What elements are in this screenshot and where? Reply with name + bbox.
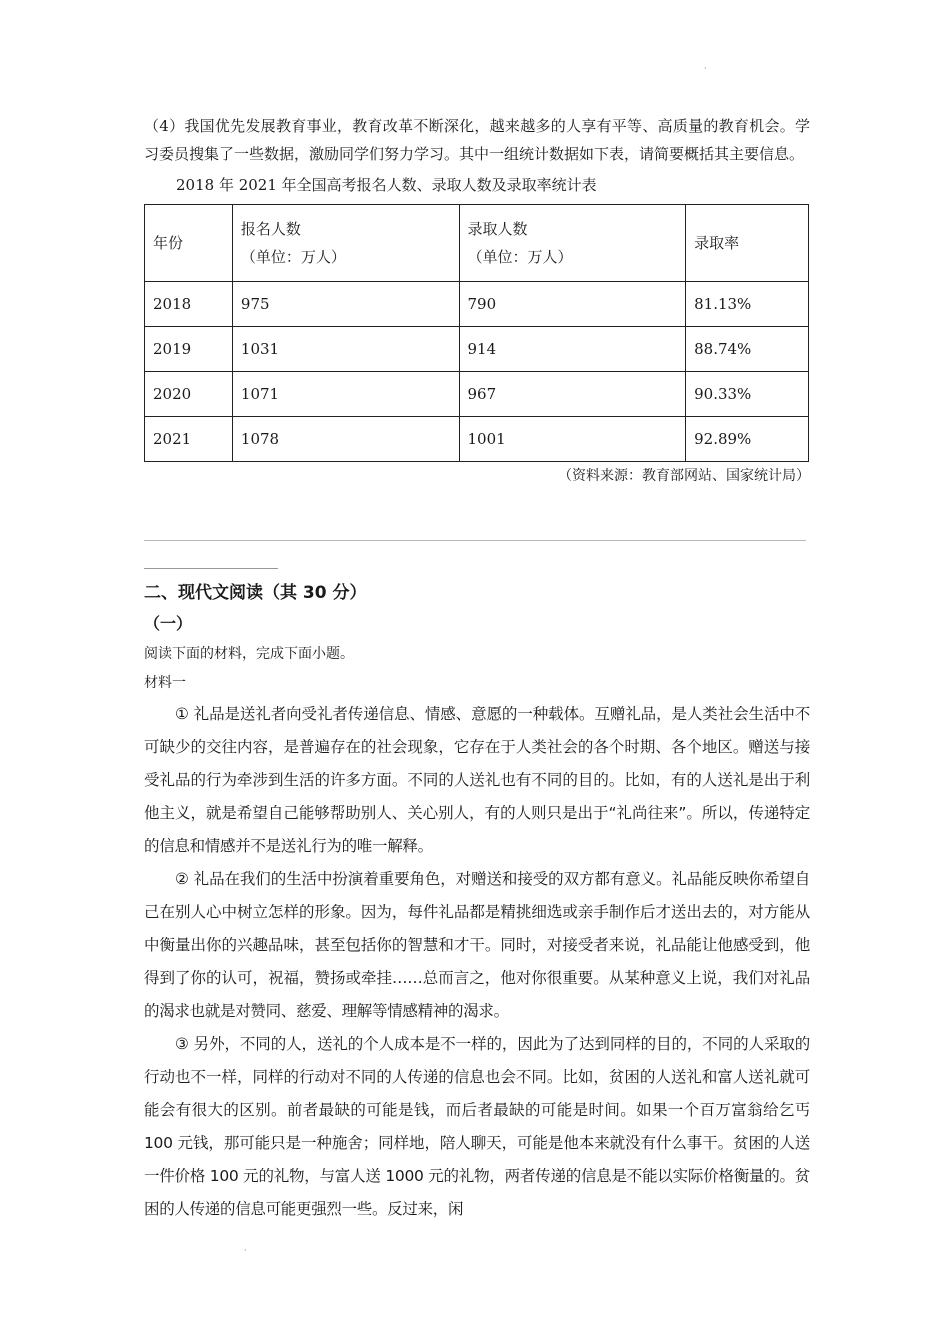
section-title: 二、现代文阅读（其 30 分）	[144, 583, 367, 603]
cell-admitted: 790	[459, 282, 686, 327]
header-rate: 录取率	[686, 205, 809, 282]
question-4-text: （4）我国优先发展教育事业，教育改革不断深化，越来越多的人享有平等、高质量的教育机会。学习委员搜集了一些数据，激励同学们努力学习。其中一组统计数据如下表，请简要概括其主要信息。	[144, 117, 810, 163]
material-label: 材料一	[144, 675, 186, 691]
cell-applicants: 1078	[232, 417, 459, 462]
cell-admitted: 1001	[459, 417, 686, 462]
cell-admitted: 914	[459, 327, 686, 372]
cell-applicants: 1071	[232, 372, 459, 417]
cell-rate: 81.13%	[686, 282, 809, 327]
reading-section	[144, 578, 810, 1226]
table-header-row	[145, 205, 809, 282]
paragraph-2: ② 礼品在我们的生活中扮演着重要角色，对赠送和接受的双方都有意义。礼品能反映你希望自己在别人心中树立怎样的形象。因为，每件礼品都是精挑细选或亲手制作后才送出去的，对方能从中衡量出你的兴趣品味，甚至包括你的智慧和才干。同时，对接受者来说，礼品能让他感受到，他得到了你的认可，祝福，赞扬或牵挂……总而言之，他对你很重要。从某种意义上说，我们对礼品的渴求也就是对赞同、慈爱、理解等情感精神的渴求。	[144, 870, 810, 1020]
cell-applicants: 1031	[232, 327, 459, 372]
section-divider	[144, 540, 806, 541]
page-dot-mark: ·	[244, 1246, 247, 1255]
cell-year: 2020	[145, 372, 233, 417]
header-applicants-line2: （单位：万人）	[240, 248, 346, 266]
cell-year: 2021	[145, 417, 233, 462]
statistics-table	[144, 204, 809, 462]
cell-rate: 88.74%	[686, 327, 809, 372]
table-row	[145, 372, 809, 417]
table-source: （资料来源：教育部网站、国家统计局）	[558, 468, 810, 484]
paragraph-1: ① 礼品是送礼者向受礼者传递信息、情感、意愿的一种载体。互赠礼品，是人类社会生活中不可缺少的交往内容，是普遍存在的社会现象，它存在于人类社会的各个时期、各个地区。赠送与接受礼品的行为牵涉到生活的许多方面。不同的人送礼也有不同的目的。比如，有的人送礼是出于利他主义，就是希望自己能够帮助别人、关心别人，有的人则只是出于“礼尚往来”。所以，传递特定的信息和情感并不是送礼行为的唯一解释。	[144, 705, 810, 855]
paragraph-3: ③ 另外，不同的人，送礼的个人成本是不一样的，因此为了达到同样的目的，不同的人采取的行动也不一样，同样的行动对不同的人传递的信息也会不同。比如，贫困的人送礼和富人送礼就可能会有很大的区别。前者最缺的可能是钱，而后者最缺的可能是时间。如果一个百万富翁给乞丐 100 元钱，那可能只是一种施舍；同样地，陪人聊天，可能是他本来就没有什么事干。贫困的人送一件价格 100 元的礼物，与富人送 1000 元的礼物，两者传递的信息是不能以实际价格衡量的。贫困的人传递的信息可能更强烈一些。反过来，闲	[144, 1035, 810, 1218]
cell-applicants: 975	[232, 282, 459, 327]
header-admitted	[459, 205, 686, 282]
cell-rate: 90.33%	[686, 372, 809, 417]
table-row	[145, 417, 809, 462]
footnote-rule	[144, 568, 278, 569]
cell-year: 2019	[145, 327, 233, 372]
cell-admitted: 967	[459, 372, 686, 417]
header-year: 年份	[145, 205, 233, 282]
header-applicants-line1: 报名人数	[240, 220, 301, 238]
header-admitted-line2: （单位：万人）	[467, 248, 573, 266]
table-row	[145, 327, 809, 372]
header-admitted-line1: 录取人数	[467, 220, 528, 238]
page-dot-mark: ·	[704, 64, 707, 73]
header-applicants	[232, 205, 459, 282]
cell-rate: 92.89%	[686, 417, 809, 462]
table-title: 2018 年 2021 年全国高考报名人数、录取人数及录取率统计表	[176, 176, 597, 194]
reading-instruction: 阅读下面的材料，完成下面小题。	[144, 646, 354, 662]
part-title: （一）	[144, 614, 193, 633]
table-row	[145, 282, 809, 327]
question-block	[144, 112, 810, 488]
cell-year: 2018	[145, 282, 233, 327]
